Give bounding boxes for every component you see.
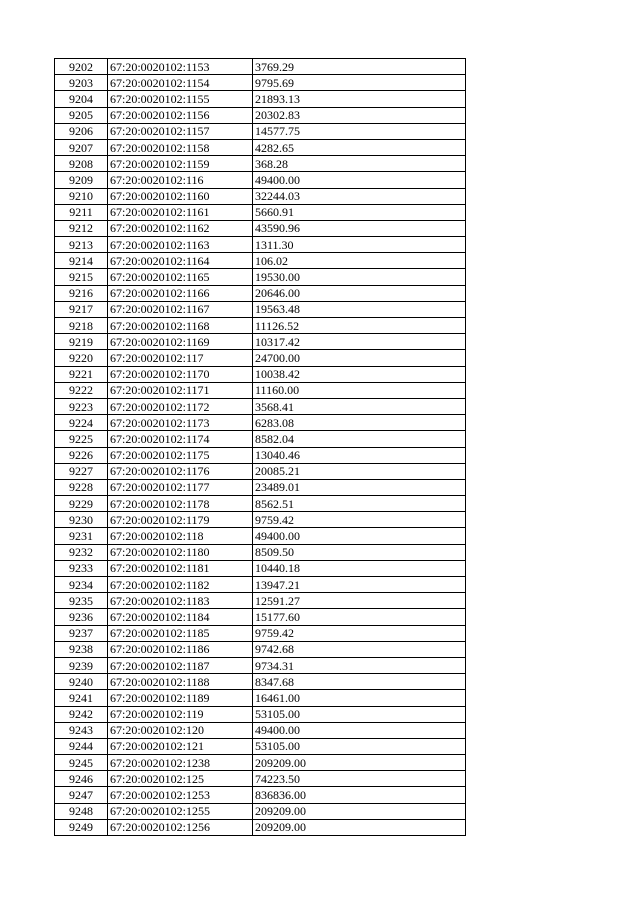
row-number-cell: 9242	[55, 706, 108, 722]
table-row	[55, 139, 466, 155]
cadastral-number-cell: 67:20:0020102:1159	[108, 156, 253, 172]
row-number-cell: 9241	[55, 690, 108, 706]
table-row	[55, 803, 466, 819]
table-row	[55, 463, 466, 479]
table-row	[55, 237, 466, 253]
cadastral-number-cell: 67:20:0020102:1182	[108, 577, 253, 593]
row-number-cell: 9217	[55, 301, 108, 317]
row-number-cell: 9229	[55, 496, 108, 512]
row-number-cell: 9210	[55, 188, 108, 204]
row-number-cell: 9205	[55, 107, 108, 123]
row-number-cell: 9246	[55, 771, 108, 787]
table-row	[55, 577, 466, 593]
value-cell: 53105.00	[253, 738, 466, 754]
table-row	[55, 674, 466, 690]
row-number-cell: 9238	[55, 641, 108, 657]
cadastral-number-cell: 67:20:0020102:1169	[108, 334, 253, 350]
cadastral-number-cell: 67:20:0020102:1154	[108, 75, 253, 91]
cadastral-number-cell: 67:20:0020102:1160	[108, 188, 253, 204]
value-cell: 1311.30	[253, 237, 466, 253]
table-row	[55, 253, 466, 269]
row-number-cell: 9218	[55, 318, 108, 334]
value-cell: 15177.60	[253, 609, 466, 625]
cadastral-number-cell: 67:20:0020102:1181	[108, 560, 253, 576]
cadastral-number-cell: 67:20:0020102:1178	[108, 496, 253, 512]
table-row	[55, 690, 466, 706]
value-cell: 9759.42	[253, 512, 466, 528]
row-number-cell: 9224	[55, 415, 108, 431]
row-number-cell: 9248	[55, 803, 108, 819]
cadastral-number-cell: 67:20:0020102:1162	[108, 220, 253, 236]
cadastral-number-cell: 67:20:0020102:1177	[108, 479, 253, 495]
value-cell: 14577.75	[253, 123, 466, 139]
value-cell: 20085.21	[253, 463, 466, 479]
cadastral-number-cell: 67:20:0020102:1184	[108, 609, 253, 625]
row-number-cell: 9216	[55, 285, 108, 301]
value-cell: 3769.29	[253, 59, 466, 75]
value-cell: 20646.00	[253, 285, 466, 301]
value-cell: 23489.01	[253, 479, 466, 495]
row-number-cell: 9233	[55, 560, 108, 576]
value-cell: 74223.50	[253, 771, 466, 787]
cadastral-number-cell: 67:20:0020102:1175	[108, 447, 253, 463]
row-number-cell: 9202	[55, 59, 108, 75]
cadastral-number-cell: 67:20:0020102:1188	[108, 674, 253, 690]
row-number-cell: 9214	[55, 253, 108, 269]
value-cell: 13947.21	[253, 577, 466, 593]
table-row	[55, 156, 466, 172]
row-number-cell: 9234	[55, 577, 108, 593]
value-cell: 49400.00	[253, 528, 466, 544]
value-cell: 6283.08	[253, 415, 466, 431]
table-row	[55, 593, 466, 609]
cadastral-number-cell: 67:20:0020102:1187	[108, 657, 253, 673]
row-number-cell: 9223	[55, 398, 108, 414]
value-cell: 8582.04	[253, 431, 466, 447]
cadastral-number-cell: 67:20:0020102:1153	[108, 59, 253, 75]
value-cell: 49400.00	[253, 172, 466, 188]
cadastral-number-cell: 67:20:0020102:1163	[108, 237, 253, 253]
table-row	[55, 123, 466, 139]
row-number-cell: 9239	[55, 657, 108, 673]
cadastral-number-cell: 67:20:0020102:1238	[108, 755, 253, 771]
table-row	[55, 366, 466, 382]
value-cell: 10038.42	[253, 366, 466, 382]
value-cell: 10440.18	[253, 560, 466, 576]
row-number-cell: 9220	[55, 350, 108, 366]
row-number-cell: 9207	[55, 139, 108, 155]
cadastral-number-cell: 67:20:0020102:1168	[108, 318, 253, 334]
table-row	[55, 657, 466, 673]
value-cell: 4282.65	[253, 139, 466, 155]
table-row	[55, 301, 466, 317]
row-number-cell: 9204	[55, 91, 108, 107]
table-row	[55, 755, 466, 771]
cadastral-number-cell: 67:20:0020102:117	[108, 350, 253, 366]
value-cell: 11160.00	[253, 382, 466, 398]
row-number-cell: 9247	[55, 787, 108, 803]
table-row	[55, 512, 466, 528]
row-number-cell: 9212	[55, 220, 108, 236]
cadastral-number-cell: 67:20:0020102:1255	[108, 803, 253, 819]
cadastral-number-cell: 67:20:0020102:1180	[108, 544, 253, 560]
cadastral-number-cell: 67:20:0020102:1158	[108, 139, 253, 155]
cadastral-number-cell: 67:20:0020102:1172	[108, 398, 253, 414]
cadastral-number-cell: 67:20:0020102:1174	[108, 431, 253, 447]
value-cell: 53105.00	[253, 706, 466, 722]
value-cell: 20302.83	[253, 107, 466, 123]
table-body	[55, 59, 466, 836]
table-row	[55, 75, 466, 91]
value-cell: 12591.27	[253, 593, 466, 609]
cadastral-number-cell: 67:20:0020102:1165	[108, 269, 253, 285]
table-row	[55, 609, 466, 625]
row-number-cell: 9237	[55, 625, 108, 641]
table-row	[55, 188, 466, 204]
row-number-cell: 9236	[55, 609, 108, 625]
row-number-cell: 9226	[55, 447, 108, 463]
value-cell: 16461.00	[253, 690, 466, 706]
table-row	[55, 787, 466, 803]
table-row	[55, 447, 466, 463]
cadastral-number-cell: 67:20:0020102:1164	[108, 253, 253, 269]
cadastral-number-cell: 67:20:0020102:125	[108, 771, 253, 787]
value-cell: 8562.51	[253, 496, 466, 512]
row-number-cell: 9209	[55, 172, 108, 188]
table-row	[55, 172, 466, 188]
value-cell: 9742.68	[253, 641, 466, 657]
cadastral-number-cell: 67:20:0020102:1171	[108, 382, 253, 398]
cadastral-number-cell: 67:20:0020102:1189	[108, 690, 253, 706]
cadastral-number-cell: 67:20:0020102:1156	[108, 107, 253, 123]
table-row	[55, 738, 466, 754]
table-row	[55, 204, 466, 220]
row-number-cell: 9215	[55, 269, 108, 285]
row-number-cell: 9230	[55, 512, 108, 528]
cadastral-number-cell: 67:20:0020102:1161	[108, 204, 253, 220]
table-row	[55, 382, 466, 398]
cadastral-number-cell: 67:20:0020102:120	[108, 722, 253, 738]
row-number-cell: 9232	[55, 544, 108, 560]
value-cell: 5660.91	[253, 204, 466, 220]
value-cell: 209209.00	[253, 755, 466, 771]
cadastral-number-cell: 67:20:0020102:1167	[108, 301, 253, 317]
table-row	[55, 819, 466, 835]
value-cell: 106.02	[253, 253, 466, 269]
value-cell: 368.28	[253, 156, 466, 172]
table-row	[55, 771, 466, 787]
row-number-cell: 9208	[55, 156, 108, 172]
row-number-cell: 9245	[55, 755, 108, 771]
cadastral-number-cell: 67:20:0020102:1155	[108, 91, 253, 107]
table-row	[55, 269, 466, 285]
cadastral-number-cell: 67:20:0020102:1179	[108, 512, 253, 528]
cadastral-number-cell: 67:20:0020102:121	[108, 738, 253, 754]
row-number-cell: 9228	[55, 479, 108, 495]
row-number-cell: 9235	[55, 593, 108, 609]
table-row	[55, 706, 466, 722]
table-row	[55, 528, 466, 544]
cadastral-number-cell: 67:20:0020102:118	[108, 528, 253, 544]
cadastral-number-cell: 67:20:0020102:1183	[108, 593, 253, 609]
value-cell: 8347.68	[253, 674, 466, 690]
cadastral-number-cell: 67:20:0020102:1185	[108, 625, 253, 641]
value-cell: 11126.52	[253, 318, 466, 334]
table-row	[55, 334, 466, 350]
value-cell: 836836.00	[253, 787, 466, 803]
table-row	[55, 641, 466, 657]
table-row	[55, 415, 466, 431]
cadastral-number-cell: 67:20:0020102:1176	[108, 463, 253, 479]
row-number-cell: 9203	[55, 75, 108, 91]
value-cell: 3568.41	[253, 398, 466, 414]
row-number-cell: 9219	[55, 334, 108, 350]
cadastral-number-cell: 67:20:0020102:1166	[108, 285, 253, 301]
value-cell: 21893.13	[253, 91, 466, 107]
value-cell: 43590.96	[253, 220, 466, 236]
cadastral-number-cell: 67:20:0020102:119	[108, 706, 253, 722]
row-number-cell: 9240	[55, 674, 108, 690]
table-row	[55, 496, 466, 512]
cadastral-number-cell: 67:20:0020102:1186	[108, 641, 253, 657]
table-row	[55, 544, 466, 560]
table-row	[55, 59, 466, 75]
value-cell: 49400.00	[253, 722, 466, 738]
table-row	[55, 350, 466, 366]
value-cell: 13040.46	[253, 447, 466, 463]
table-row	[55, 722, 466, 738]
table-row	[55, 285, 466, 301]
value-cell: 8509.50	[253, 544, 466, 560]
cadastral-number-cell: 67:20:0020102:1157	[108, 123, 253, 139]
table-row	[55, 91, 466, 107]
row-number-cell: 9225	[55, 431, 108, 447]
table-row	[55, 107, 466, 123]
row-number-cell: 9227	[55, 463, 108, 479]
row-number-cell: 9221	[55, 366, 108, 382]
cadastral-number-cell: 67:20:0020102:1173	[108, 415, 253, 431]
data-table	[54, 58, 466, 836]
value-cell: 9759.42	[253, 625, 466, 641]
value-cell: 209209.00	[253, 803, 466, 819]
table-row	[55, 398, 466, 414]
cadastral-number-cell: 67:20:0020102:1253	[108, 787, 253, 803]
value-cell: 19563.48	[253, 301, 466, 317]
row-number-cell: 9231	[55, 528, 108, 544]
table-row	[55, 560, 466, 576]
row-number-cell: 9213	[55, 237, 108, 253]
table-row	[55, 431, 466, 447]
cadastral-number-cell: 67:20:0020102:1170	[108, 366, 253, 382]
value-cell: 9795.69	[253, 75, 466, 91]
table-row	[55, 318, 466, 334]
row-number-cell: 9243	[55, 722, 108, 738]
table-row	[55, 479, 466, 495]
value-cell: 9734.31	[253, 657, 466, 673]
row-number-cell: 9211	[55, 204, 108, 220]
value-cell: 19530.00	[253, 269, 466, 285]
value-cell: 10317.42	[253, 334, 466, 350]
cadastral-number-cell: 67:20:0020102:1256	[108, 819, 253, 835]
table-row	[55, 220, 466, 236]
row-number-cell: 9206	[55, 123, 108, 139]
cadastral-number-cell: 67:20:0020102:116	[108, 172, 253, 188]
row-number-cell: 9222	[55, 382, 108, 398]
table-row	[55, 625, 466, 641]
value-cell: 209209.00	[253, 819, 466, 835]
row-number-cell: 9249	[55, 819, 108, 835]
value-cell: 24700.00	[253, 350, 466, 366]
value-cell: 32244.03	[253, 188, 466, 204]
row-number-cell: 9244	[55, 738, 108, 754]
